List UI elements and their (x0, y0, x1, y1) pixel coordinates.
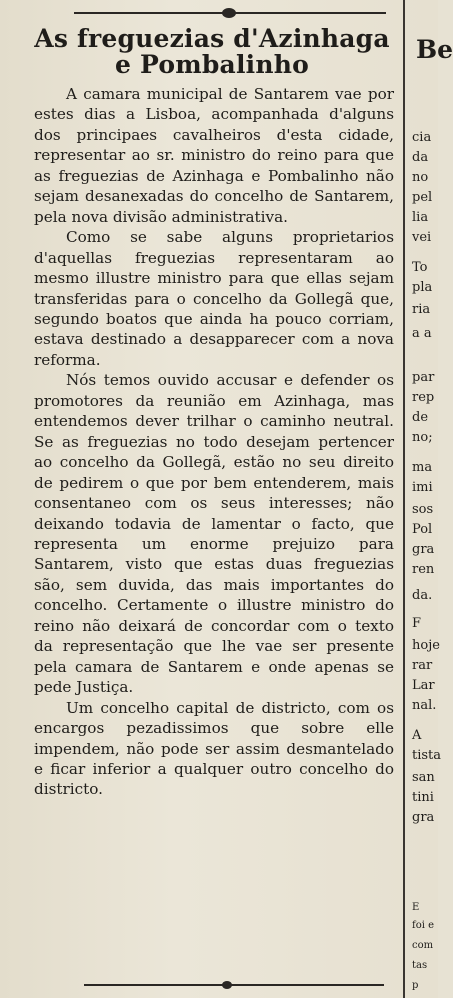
adjacent-text-fragment: no (412, 170, 429, 185)
adjacent-text-fragment: ren (412, 562, 435, 577)
top-ornamental-rule (74, 12, 386, 14)
adjacent-text-fragment: ria (412, 302, 431, 317)
adjacent-text-fragment: hoje (412, 638, 440, 653)
adjacent-text-fragment: lia (412, 210, 429, 225)
adjacent-text-fragment: To (412, 260, 428, 275)
adjacent-text-fragment: vei (412, 230, 432, 245)
article-column (26, 0, 398, 998)
adjacent-text-fragment: no; (412, 430, 433, 445)
adjacent-text-fragment: tas (412, 960, 428, 971)
column-divider (403, 0, 405, 998)
adjacent-text-fragment: sos (412, 502, 434, 517)
adjacent-text-fragment: da. (412, 588, 433, 603)
adjacent-text-fragment: F (412, 616, 422, 631)
adjacent-text-fragment: imi (412, 480, 433, 495)
adjacent-text-fragment: A (412, 728, 422, 743)
bottom-ornamental-rule (84, 984, 384, 986)
paragraph-3: Nós temos ouvido accusar e defender os promotores da reunião em Azinhaga, mas entendemos dever trilhar o caminho neutral. Se as freguezias no todo desejam pertencer ao concelho da Gollegã, estão no seu direito de pedirem o que por bem entenderem, mais consentaneo com os seus interesses; não deixando todavia de lamentar o facto, que representa um enorme prejuizo para Santarem, visto que estas duas freguezias são, sem duvida, das mais importantes do concelho. Certamente o illustre ministro do reino não deixará de concordar com o texto da representação que lhe vae ser presente pela camara de Santarem e onde apenas se pede Justiça. (34, 371, 394, 697)
adjacent-text-fragment: Lar (412, 678, 435, 693)
adjacent-text-fragment: rep (412, 390, 435, 405)
paragraph-1: A camara municipal de Santarem vae por estes dias a Lisboa, acompanhada d'alguns dos principaes cavalheiros d'esta cidade, representar ao sr. ministro do reino para que as freguezias de Azinhaga e Pombalinho não sejam desanexadas do concelho de Santarem, pela nova divisão administrativa. (34, 85, 394, 226)
adjacent-text-fragment: rar (412, 658, 433, 673)
adjacent-text-fragment: Pol (412, 522, 433, 537)
adjacent-text-fragment: gra (412, 810, 435, 825)
paragraph-2: Como se sabe alguns proprietarios d'aquellas freguezias representaram ao mesmo illustre ministro para que ellas sejam transferidas para o concelho da Gollegã que, segundo boatos que ainda ha pouco corriam, estava destinado a desapparecer com a nova reforma. (34, 228, 394, 369)
adjacent-text-fragment: tini (412, 790, 434, 805)
adjacent-text-fragment: ma (412, 460, 433, 475)
adjacent-column-fragment (410, 0, 453, 998)
adjacent-text-fragment: foi e (412, 920, 435, 931)
adjacent-text-fragment: E (412, 902, 420, 913)
rule-ornament (222, 981, 232, 989)
adjacent-text-fragment: p (412, 980, 419, 991)
article-body (34, 84, 394, 800)
adjacent-text-fragment: pel (412, 190, 433, 205)
adjacent-text-fragment: com (412, 940, 434, 951)
adjacent-text-fragment: de (412, 410, 429, 425)
adjacent-text-fragment: par (412, 370, 435, 385)
adjacent-text-fragment: cia (412, 130, 432, 145)
adjacent-text-fragment: gra (412, 542, 435, 557)
adjacent-text-fragment: nal. (412, 698, 437, 713)
paragraph-4: Um concelho capital de districto, com os encargos pezadissimos que sobre elle impendem, não pode ser assim desmantelado e ficar inferior a qualquer outro concelho do districto. (34, 698, 394, 799)
adjacent-text-fragment: pla (412, 280, 433, 295)
rule-ornament (222, 8, 236, 18)
adjacent-heading: Be (416, 35, 453, 64)
adjacent-text-fragment: tista (412, 748, 442, 763)
adjacent-text-fragment: san (412, 770, 435, 785)
headline-line-2: e Pombalinho (115, 50, 309, 79)
article-headline (26, 26, 398, 78)
adjacent-text-fragment: da (412, 150, 429, 165)
adjacent-text-fragment: a a (412, 326, 432, 341)
headline-line-1: As freguezias d'Azinhaga (34, 24, 390, 53)
